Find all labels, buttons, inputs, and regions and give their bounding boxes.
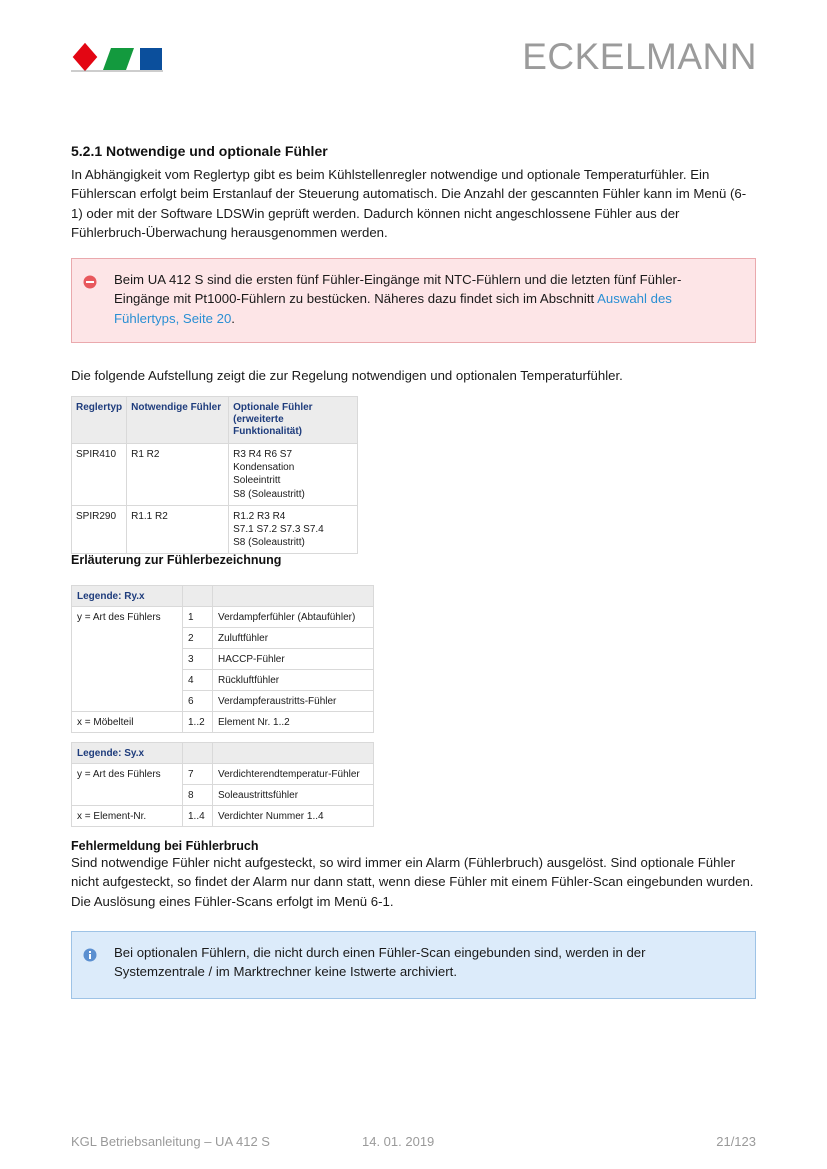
logo-red-diamond <box>72 42 98 72</box>
error-heading: Fehlermeldung bei Fühlerbruch <box>71 839 259 853</box>
legend-header-row <box>72 586 374 607</box>
cell-required: R1 R2 <box>127 444 229 506</box>
cell-optional: R3 R4 R6 S7 Kondensation Soleeintritt S8 (Soleaustritt) <box>229 444 358 506</box>
legend-header-row <box>72 743 374 764</box>
header-optionale: Optionale Fühler (erweiterte Funktionalität) <box>229 397 358 444</box>
section-title: 5.2.1 Notwendige und optionale Fühler <box>71 143 328 159</box>
legend-title: Legende: Ry.x <box>72 586 183 607</box>
table-row: 2 Zuluftfühler <box>72 628 374 649</box>
legend-sy-table <box>71 742 374 827</box>
error-paragraph: Sind notwendige Fühler nicht aufgesteckt, so wird immer ein Alarm (Fühlerbruch) ausgelöst. Sind optionale Fühler nicht aufgesteckt, so findet der Alarm nur dann statt, wenn diese Fühler mit einem Fühler-Scan eingebunden wurden. Die Auslösung eines Fühler-Scans erfolgt im Menü 6-1. <box>71 855 754 909</box>
list-intro: Die folgende Aufstellung zeigt die zur Regelung notwendigen und optionalen Temperaturfühler. <box>71 368 623 383</box>
warning-note <box>71 258 756 343</box>
intro-paragraph: In Abhängigkeit vom Reglertyp gibt es beim Kühlstellenregler notwendige und optionale Temperaturfühler. Ein Fühlerscan erfolgt beim Erstanlauf der Steuerung automatisch. Die Anzahl der gescannten Fühler kann im Menü (6-1) oder mit der Software LDSWin geprüft werden. Dadurch können nicht angeschlossene Fühler aus der Fühlerbruch-Überwachung herausgenommen werden. <box>71 167 747 241</box>
legend-title: Legende: Sy.x <box>72 743 183 764</box>
footer-document: KGL Betriebsanleitung – UA 412 S <box>71 1134 270 1149</box>
info-note <box>71 931 756 999</box>
table-row: y = Art des Fühlers 7 Verdichterendtemperatur-Fühler <box>72 764 374 785</box>
cell-type: SPIR410 <box>72 444 127 506</box>
table-row: x = Möbelteil 1..2 Element Nr. 1..2 <box>72 712 374 733</box>
cell-required: R1.1 R2 <box>127 505 229 554</box>
info-circle-icon <box>83 948 97 962</box>
cell-optional: R1.2 R3 R4 S7.1 S7.2 S7.3 S7.4 S8 (Soleaustritt) <box>229 505 358 554</box>
info-text: Bei optionalen Fühlern, die nicht durch einen Fühler-Scan eingebunden sind, werden in der Systemzentrale / im Marktrechner keine Istwerte archiviert. <box>114 945 646 980</box>
table-row <box>72 505 358 554</box>
table-row: y = Art des Fühlers 1 Verdampferfühler (Abtaufühler) <box>72 607 374 628</box>
logo-blue-square <box>140 48 162 70</box>
cell-type: SPIR290 <box>72 505 127 554</box>
header-reglertyp: Reglertyp <box>72 397 127 444</box>
brand-wordmark: ECKELMANN <box>522 36 757 77</box>
sensor-table <box>71 396 358 554</box>
footer-date: 14. 01. 2019 <box>362 1134 435 1149</box>
section-link[interactable]: Auswahl des Fühlertyps, Seite 20 <box>114 291 672 326</box>
legend-ry-table <box>71 585 374 733</box>
eckelmann-logo <box>71 40 163 74</box>
table-header-row <box>72 397 358 444</box>
warning-text: Beim UA 412 S sind die ersten fünf Fühler-Eingänge mit NTC-Fühlern und die letzten fünf Fühler-Eingänge mit Pt1000-Fühlern zu bestücken. Näheres dazu findet sich im Abschnitt Auswahl des Fühlertyps, Seite 20. <box>114 272 682 326</box>
legend-heading: Erläuterung zur Fühlerbezeichnung <box>71 553 282 567</box>
table-row: x = Element-Nr. 1..4 Verdichter Nummer 1..4 <box>72 806 374 827</box>
logo-green-parallelogram <box>103 48 134 70</box>
table-row: 6 Verdampferaustritts-Fühler <box>72 691 374 712</box>
table-row: 8 Soleaustrittsfühler <box>72 785 374 806</box>
minus-circle-icon <box>83 275 97 289</box>
table-row: 3 HACCP-Fühler <box>72 649 374 670</box>
table-row: 4 Rückluftfühler <box>72 670 374 691</box>
footer-page-number: 21/123 <box>716 1134 756 1149</box>
table-row <box>72 444 358 506</box>
header-notwendige: Notwendige Fühler <box>127 397 229 444</box>
